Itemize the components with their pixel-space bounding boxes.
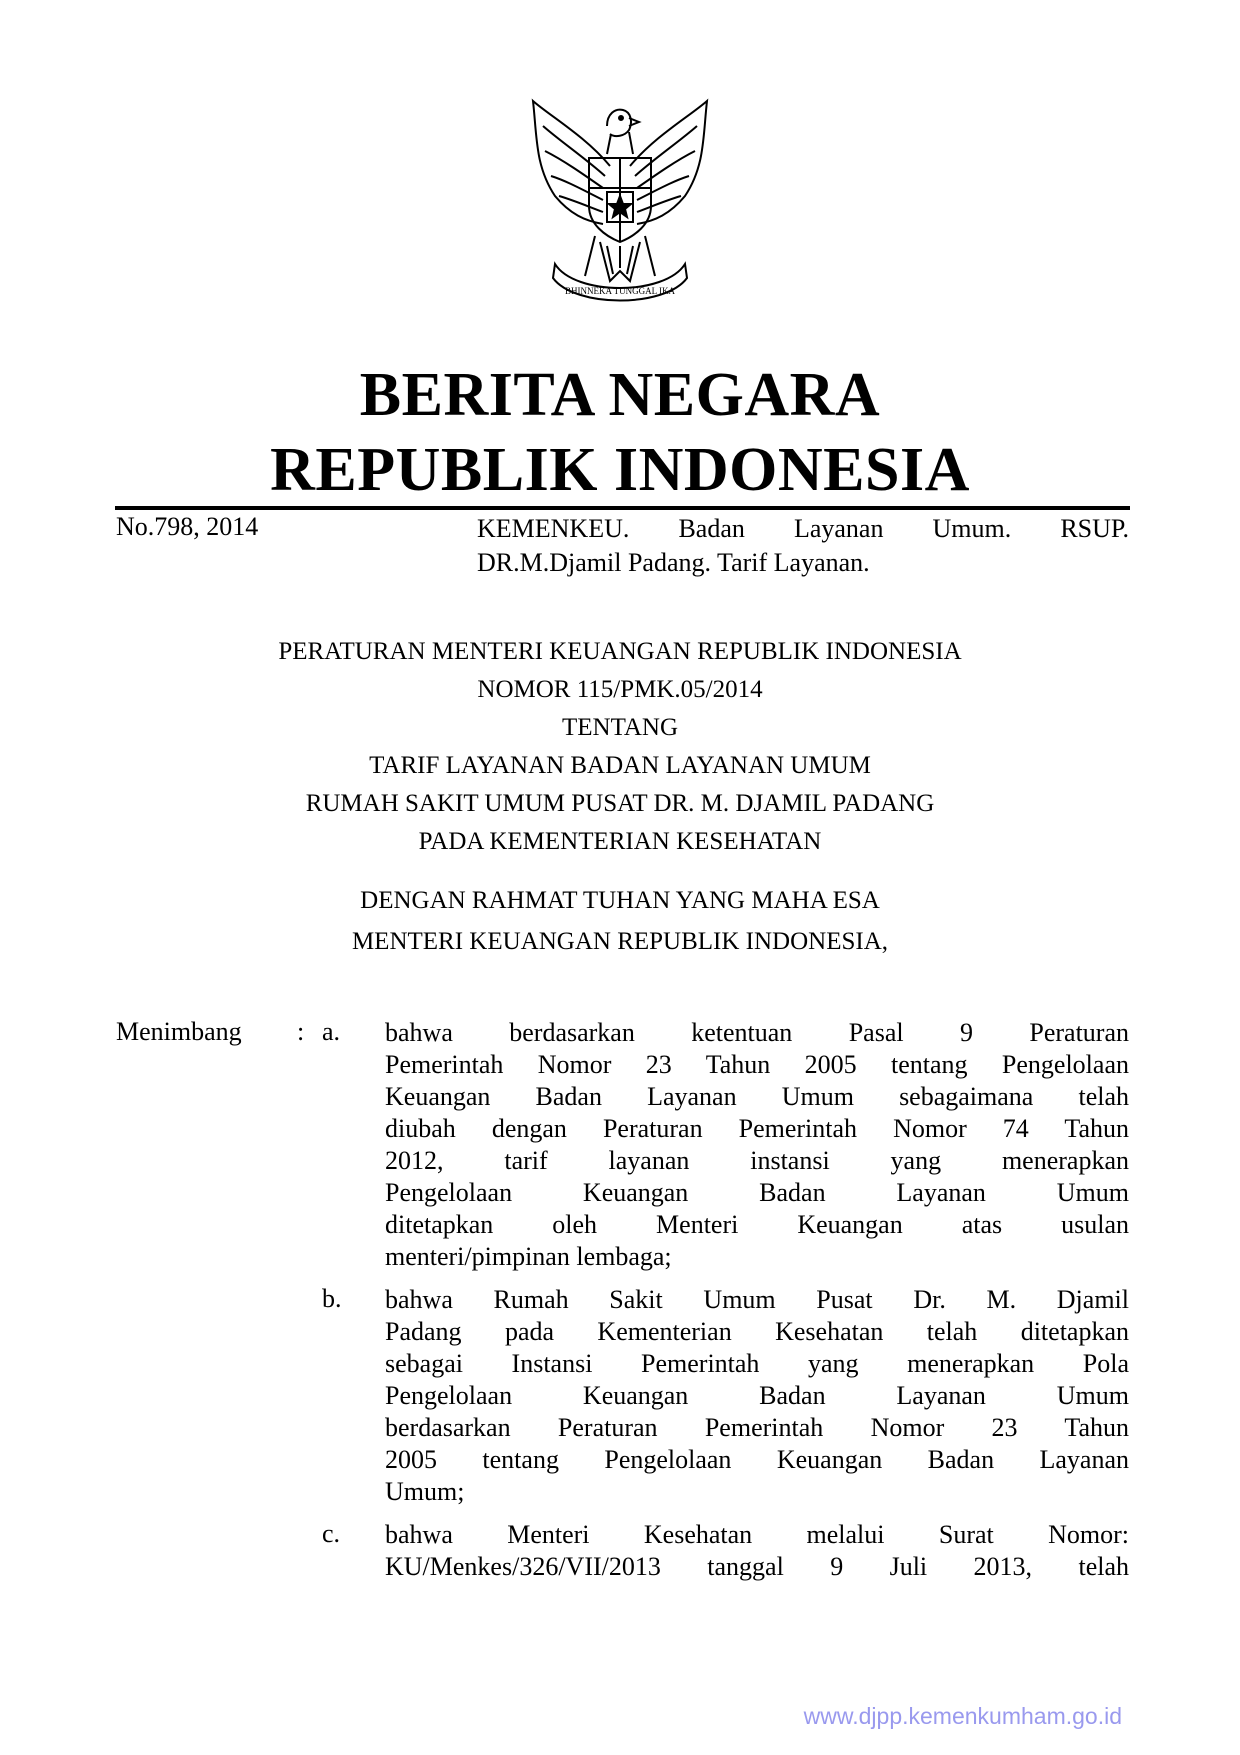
- preamble-line: DENGAN RAHMAT TUHAN YANG MAHA ESA: [360, 887, 880, 914]
- footer-url-link[interactable]: www.djpp.kemenkumham.go.id: [803, 1703, 1122, 1729]
- item-line: ditetapkan oleh Menteri Keuangan atas usulan: [385, 1210, 1129, 1239]
- masthead-line-1: BERITA NEGARA: [359, 361, 881, 429]
- item-line: sebagai Instansi Pemerintah yang menerapkan Pola: [385, 1349, 1129, 1378]
- masthead-line-2: REPUBLIK INDONESIA: [270, 436, 970, 504]
- regulation-title: [0, 633, 1240, 861]
- item-line: berdasarkan Peraturan Pemerintah Nomor 23 Tahun: [385, 1413, 1129, 1442]
- considering-item-a: [385, 1017, 1129, 1273]
- item-line: Keuangan Badan Layanan Umum sebagaimana telah: [385, 1082, 1129, 1111]
- item-line: Pengelolaan Keuangan Badan Layanan Umum: [385, 1178, 1129, 1207]
- regulation-title-line: RUMAH SAKIT UMUM PUSAT DR. M. DJAMIL PADANG: [305, 790, 935, 817]
- considering-item-c: [385, 1519, 1129, 1583]
- header-divider: [115, 506, 1130, 510]
- regulation-title-line: PADA KEMENTERIAN KESEHATAN: [418, 828, 822, 855]
- regulation-title-line: TENTANG: [561, 714, 679, 741]
- considering-label: Menimbang: [116, 1017, 242, 1046]
- item-line: Umum;: [385, 1477, 465, 1506]
- item-line: Pengelolaan Keuangan Badan Layanan Umum: [385, 1381, 1129, 1410]
- gazette-subject-line: KEMENKEU. Badan Layanan Umum. RSUP.: [477, 514, 1129, 543]
- gazette-subject: [477, 512, 1129, 580]
- regulation-title-line: TARIF LAYANAN BADAN LAYANAN UMUM: [369, 752, 871, 779]
- considering-item-b: [385, 1284, 1129, 1508]
- item-line: diubah dengan Peraturan Pemerintah Nomor 74 Tahun: [385, 1114, 1129, 1143]
- item-letter: b.: [322, 1284, 342, 1313]
- item-letter: a.: [322, 1017, 341, 1046]
- considering-colon: :: [297, 1017, 305, 1046]
- emblem-motto: BHINNEKA TUNGGAL IKA: [565, 286, 675, 296]
- item-line: bahwa Menteri Kesehatan melalui Surat Nomor:: [385, 1520, 1129, 1549]
- item-line: KU/Menkes/326/VII/2013 tanggal 9 Juli 2013, telah: [385, 1552, 1129, 1581]
- item-line: Padang pada Kementerian Kesehatan telah ditetapkan: [385, 1317, 1129, 1346]
- item-letter: c.: [322, 1519, 341, 1548]
- item-line: Pemerintah Nomor 23 Tahun 2005 tentang Pengelolaan: [385, 1050, 1129, 1079]
- item-line: 2005 tentang Pengelolaan Keuangan Badan Layanan: [385, 1445, 1129, 1474]
- regulation-title-line: PERATURAN MENTERI KEUANGAN REPUBLIK INDONESIA: [278, 638, 962, 665]
- preamble: [0, 880, 1240, 962]
- preamble-line: MENTERI KEUANGAN REPUBLIK INDONESIA,: [351, 928, 889, 955]
- item-line: menteri/pimpinan lembaga;: [385, 1242, 672, 1271]
- item-line: 2012, tarif layanan instansi yang menerapkan: [385, 1146, 1129, 1175]
- gazette-number: No.798, 2014: [116, 512, 259, 541]
- gazette-subject-line: DR.M.Djamil Padang. Tarif Layanan.: [477, 548, 870, 577]
- regulation-title-line: NOMOR 115/PMK.05/2014: [477, 676, 763, 703]
- item-line: bahwa Rumah Sakit Umum Pusat Dr. M. Djamil: [385, 1285, 1129, 1314]
- item-line: bahwa berdasarkan ketentuan Pasal 9 Peraturan: [385, 1018, 1129, 1047]
- garuda-emblem-icon: [515, 96, 725, 311]
